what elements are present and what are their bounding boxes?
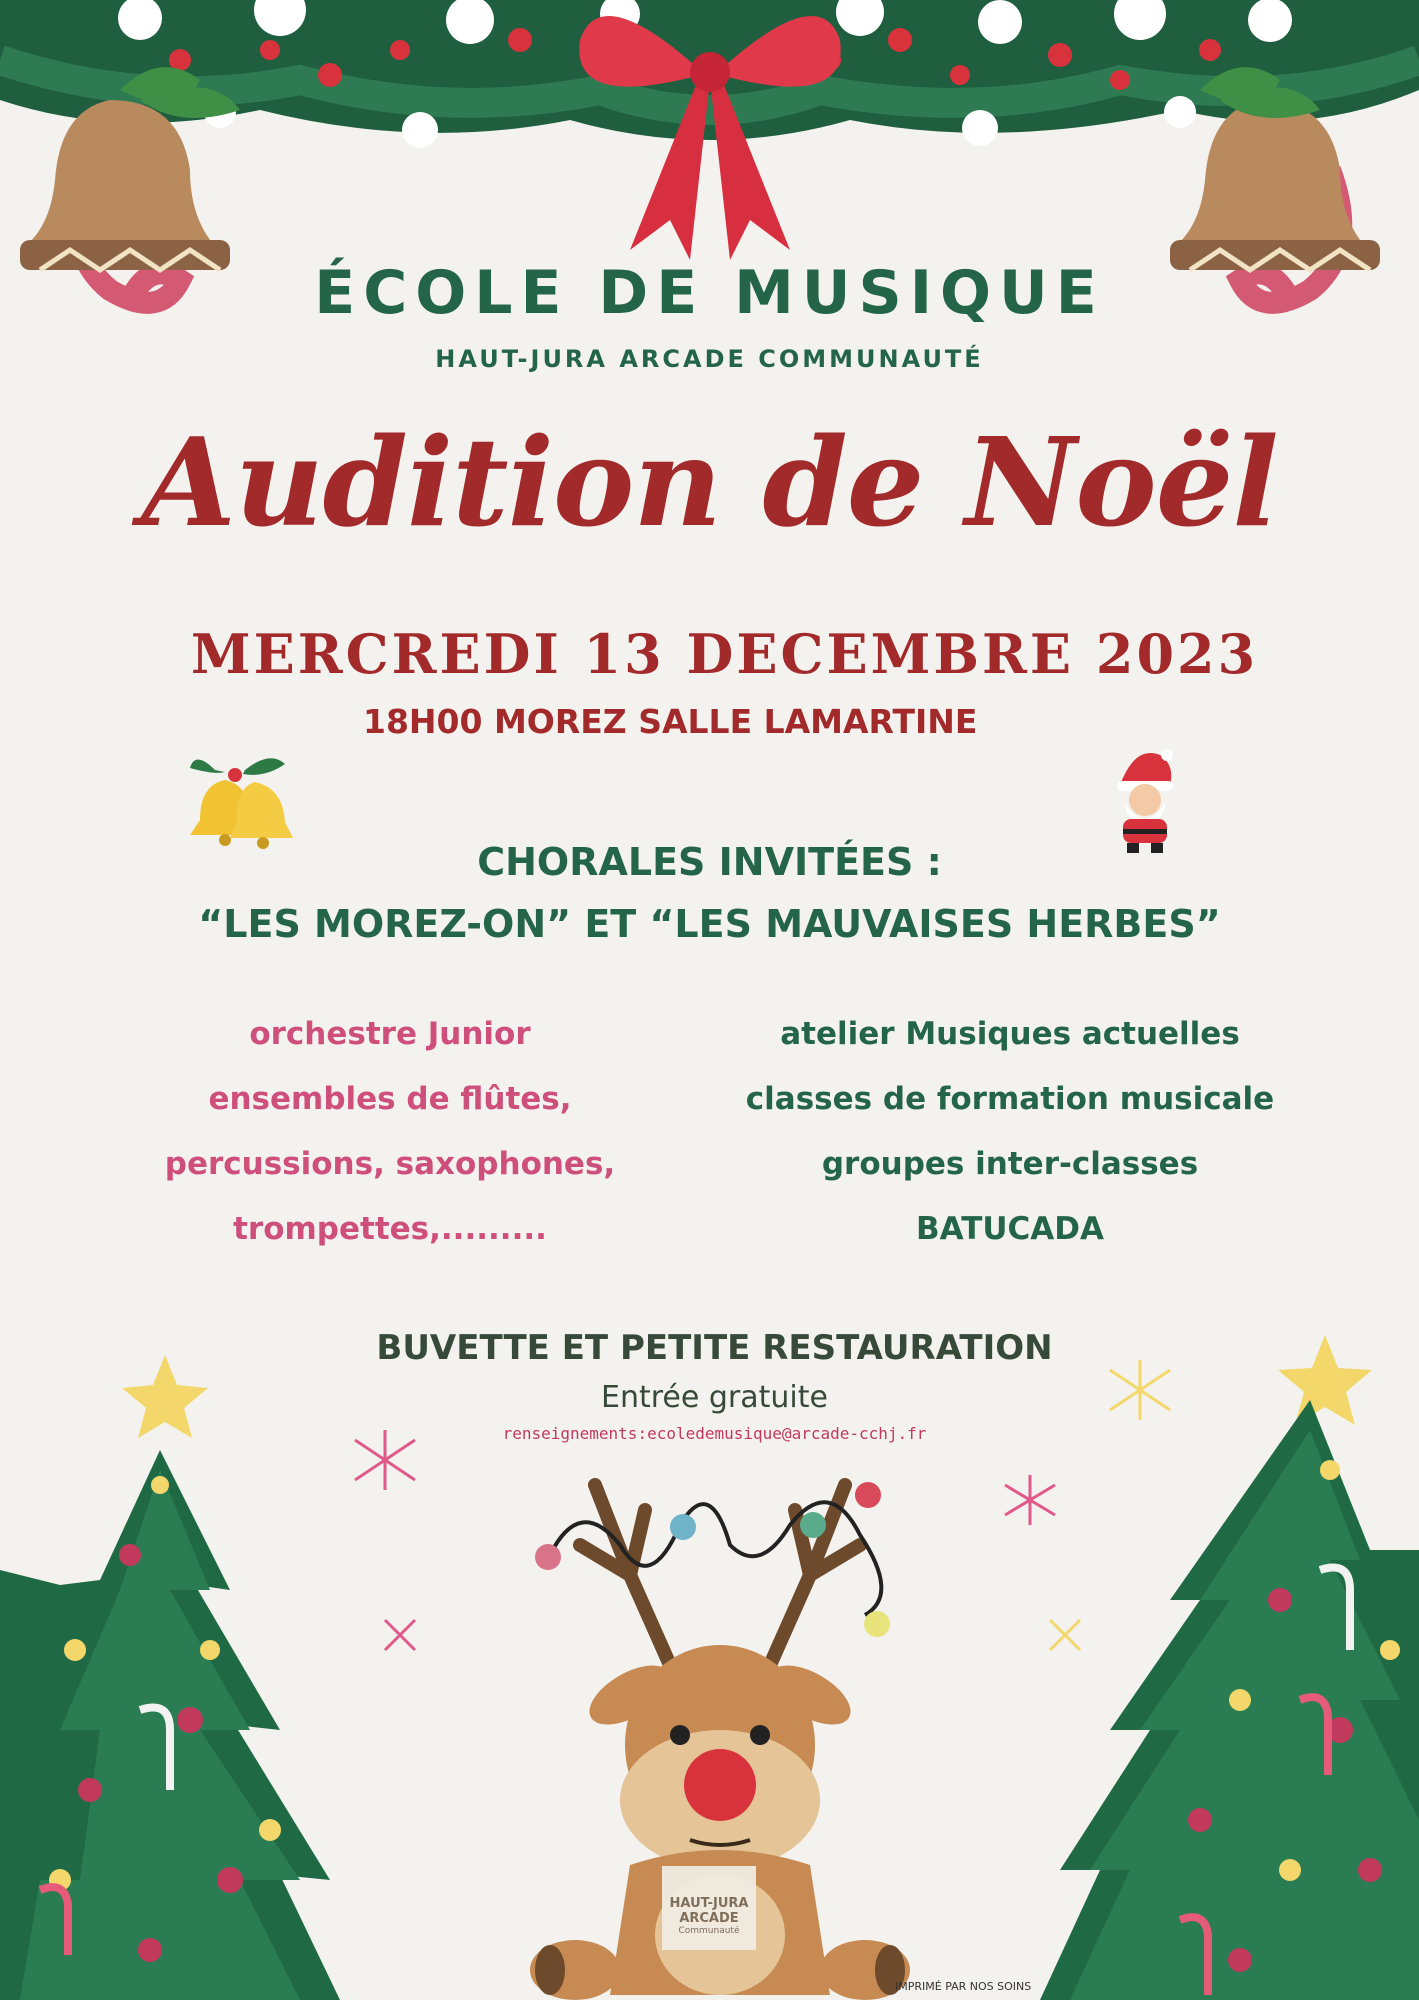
program-item: orchestre Junior xyxy=(249,1016,531,1052)
choirs-names: “LES MOREZ-ON” ET “LES MAUVAISES HERBES” xyxy=(198,902,1221,946)
program-list-left xyxy=(110,1013,670,1273)
logo-line: HAUT-JURA xyxy=(669,1896,749,1911)
christmas-tree-icon xyxy=(0,1450,340,2000)
program-item: BATUCADA xyxy=(916,1211,1104,1247)
program-list-right xyxy=(730,1013,1290,1273)
school-name: ÉCOLE DE MUSIQUE xyxy=(314,258,1105,328)
event-title: Audition de Noël xyxy=(141,410,1278,554)
santa-icon xyxy=(1105,745,1185,855)
program-item: groupes inter-classes xyxy=(821,1146,1199,1182)
organization-logo xyxy=(662,1866,756,1950)
school-subtitle: HAUT-JURA ARCADE COMMUNAUTÉ xyxy=(435,345,984,373)
food-line: BUVETTE ET PETITE RESTAURATION xyxy=(376,1328,1053,1368)
logo-line: ARCADE xyxy=(679,1911,739,1926)
printed-by: IMPRIMÉ PAR NOS SOINS xyxy=(895,1980,1032,1993)
choirs-heading: CHORALES INVITÉES : xyxy=(477,840,942,884)
event-date: MERCREDI 13 DECEMBRE 2023 xyxy=(190,622,1259,686)
program-item: atelier Musiques actuelles xyxy=(780,1016,1240,1052)
program-item: percussions, saxophones, xyxy=(164,1146,616,1182)
entry-line: Entrée gratuite xyxy=(601,1380,828,1415)
bell-icon xyxy=(185,750,300,850)
event-time-place: 18H00 MOREZ SALLE LAMARTINE xyxy=(363,702,978,741)
program-item: trompettes,......... xyxy=(233,1211,547,1247)
bow-icon xyxy=(560,0,860,270)
program-item: ensembles de flûtes, xyxy=(208,1081,572,1117)
christmas-tree-icon xyxy=(1040,1400,1419,2000)
program-item: classes de formation musicale xyxy=(745,1081,1275,1117)
info-email[interactable]: renseignements:ecoledemusique@arcade-cchj.fr xyxy=(502,1424,927,1443)
logo-line: Communauté xyxy=(678,1926,740,1936)
